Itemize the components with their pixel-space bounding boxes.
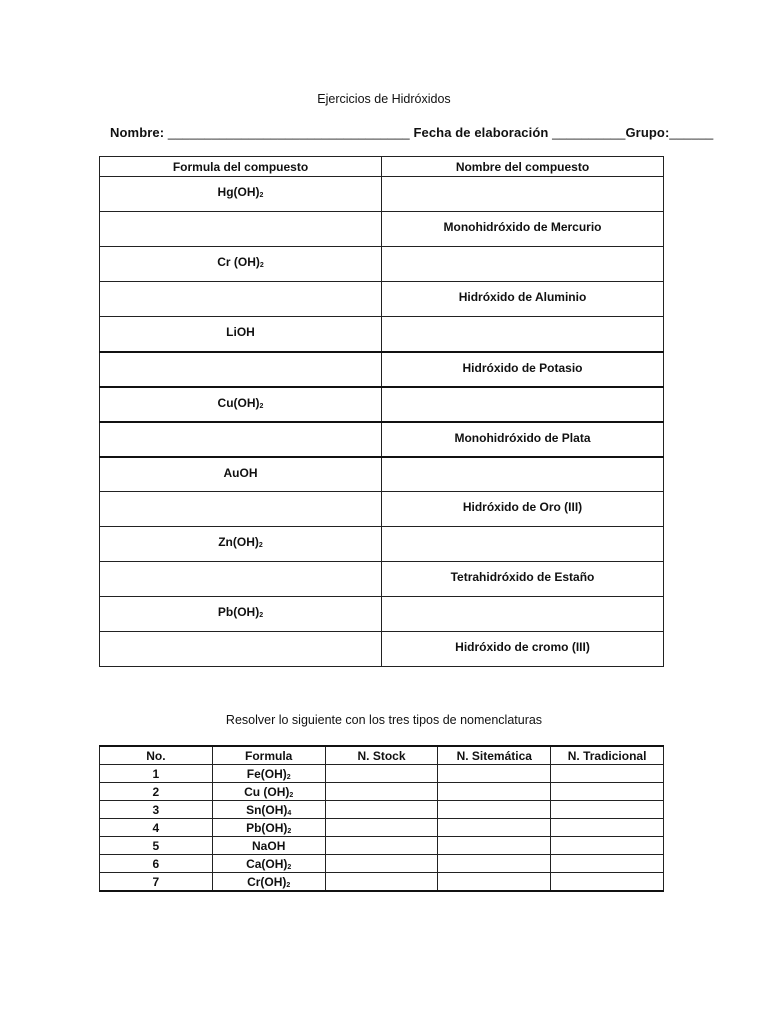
formula-cell[interactable] <box>100 282 382 317</box>
formula-subscript: 2 <box>259 262 264 269</box>
formula-subscript: 2 <box>259 402 264 410</box>
name-cell: Tetrahidróxido de Estaño <box>382 562 664 597</box>
formula-cell <box>212 837 325 855</box>
name-cell[interactable] <box>382 177 664 212</box>
formula-text: AuOH <box>223 465 258 480</box>
name-cell: Hidróxido de Oro (III) <box>382 492 664 527</box>
page-title: Ejercicios de Hidróxidos <box>317 92 451 106</box>
tradicional-cell[interactable] <box>551 765 664 783</box>
formula-cell <box>100 387 382 422</box>
table-row <box>100 492 664 527</box>
formula-subscript: 2 <box>286 881 291 889</box>
name-cell[interactable] <box>382 317 664 352</box>
table-row <box>100 597 664 632</box>
formula-cell <box>212 765 325 783</box>
table-row <box>100 177 664 212</box>
row-number-cell: 7 <box>100 873 213 892</box>
column-header-tradicional: N. Tradicional <box>551 746 664 765</box>
formula-text: Cr(OH) <box>247 874 287 889</box>
formula-subscript: 2 <box>287 863 292 871</box>
formula-cell <box>100 457 382 492</box>
tradicional-cell[interactable] <box>551 801 664 819</box>
sistematica-cell[interactable] <box>438 765 551 783</box>
table-row <box>100 765 664 783</box>
table-row <box>100 783 664 801</box>
stock-cell[interactable] <box>325 801 438 819</box>
column-header-sistematica: N. Sitemática <box>438 746 551 765</box>
formula-text: Pb(OH) <box>246 820 288 835</box>
row-number-cell: 4 <box>100 819 213 837</box>
fecha-label: Fecha de elaboración <box>413 125 549 140</box>
table-row <box>100 801 664 819</box>
table-row <box>100 457 664 492</box>
tradicional-cell[interactable] <box>551 873 664 892</box>
name-cell: Monohidróxido de Plata <box>382 422 664 457</box>
compound-table <box>99 156 664 667</box>
stock-cell[interactable] <box>325 819 438 837</box>
formula-text: Cr (OH) <box>217 255 260 269</box>
column-header-name: Nombre del compuesto <box>382 157 664 177</box>
formula-cell[interactable] <box>100 632 382 667</box>
row-number-cell: 1 <box>100 765 213 783</box>
name-cell[interactable] <box>382 387 664 422</box>
sistematica-cell[interactable] <box>438 873 551 892</box>
formula-cell[interactable] <box>100 422 382 457</box>
formula-subscript: 2 <box>286 773 291 781</box>
grupo-label: Grupo: <box>625 125 670 140</box>
nomenclature-table-header <box>100 746 664 765</box>
formula-subscript: 2 <box>259 612 264 619</box>
table-row <box>100 562 664 597</box>
formula-text: NaOH <box>252 838 286 853</box>
formula-cell <box>100 317 382 352</box>
nombre-label: Nombre: <box>110 125 165 140</box>
formula-text: Cu(OH) <box>217 395 260 410</box>
table-row <box>100 422 664 457</box>
formula-cell[interactable] <box>100 352 382 387</box>
table-row <box>100 247 664 282</box>
compound-table-header <box>100 157 664 177</box>
formula-text: Zn(OH) <box>218 535 259 549</box>
tradicional-cell[interactable] <box>551 837 664 855</box>
column-header-stock: N. Stock <box>325 746 438 765</box>
formula-text: Hg(OH) <box>217 185 260 199</box>
column-header-no: No. <box>100 746 213 765</box>
column-header-formula: Formula del compuesto <box>100 157 382 177</box>
formula-cell <box>212 801 325 819</box>
stock-cell[interactable] <box>325 855 438 873</box>
stock-cell[interactable] <box>325 873 438 892</box>
table-row <box>100 317 664 352</box>
formula-text: LiOH <box>226 325 255 339</box>
formula-cell[interactable] <box>100 492 382 527</box>
name-cell[interactable] <box>382 457 664 492</box>
formula-cell <box>100 527 382 562</box>
stock-cell[interactable] <box>325 765 438 783</box>
table-row <box>100 387 664 422</box>
formula-cell <box>100 597 382 632</box>
table-row <box>100 212 664 247</box>
formula-subscript: 2 <box>259 192 264 199</box>
formula-text: Pb(OH) <box>217 605 260 619</box>
sistematica-cell[interactable] <box>438 801 551 819</box>
formula-subscript: 2 <box>258 542 263 549</box>
nomenclature-table <box>99 745 664 892</box>
name-cell: Hidróxido de Aluminio <box>382 282 664 317</box>
sistematica-cell[interactable] <box>438 819 551 837</box>
section-subtitle: Resolver lo siguiente con los tres tipos de nomenclaturas <box>225 713 543 727</box>
fecha-field[interactable]: __________ <box>552 125 626 140</box>
row-number-cell: 5 <box>100 837 213 855</box>
name-cell[interactable] <box>382 247 664 282</box>
formula-subscript: 2 <box>287 827 292 835</box>
table-row <box>100 352 664 387</box>
formula-cell <box>212 819 325 837</box>
formula-text: Ca(OH) <box>246 856 288 871</box>
formula-subscript: 2 <box>289 791 294 799</box>
sistematica-cell[interactable] <box>438 855 551 873</box>
formula-cell[interactable] <box>100 562 382 597</box>
tradicional-cell[interactable] <box>551 783 664 801</box>
formula-cell <box>212 873 325 892</box>
column-header-formula: Formula <box>212 746 325 765</box>
tradicional-cell[interactable] <box>551 819 664 837</box>
formula-cell <box>212 783 325 801</box>
sistematica-cell[interactable] <box>438 837 551 855</box>
tradicional-cell[interactable] <box>551 855 664 873</box>
table-row <box>100 819 664 837</box>
nombre-field[interactable]: _________________________________ <box>167 125 410 140</box>
table-row <box>100 837 664 855</box>
formula-text: Sn(OH) <box>246 802 288 817</box>
table-row <box>100 527 664 562</box>
name-cell: Monohidróxido de Mercurio <box>382 212 664 247</box>
header-line <box>110 125 713 140</box>
formula-cell <box>212 855 325 873</box>
row-number-cell: 6 <box>100 855 213 873</box>
stock-cell[interactable] <box>325 837 438 855</box>
sistematica-cell[interactable] <box>438 783 551 801</box>
stock-cell[interactable] <box>325 783 438 801</box>
table-row <box>100 632 664 667</box>
formula-text: Cu (OH) <box>244 784 290 799</box>
grupo-field[interactable]: ______ <box>669 125 714 140</box>
formula-cell <box>100 247 382 282</box>
table-row <box>100 873 664 892</box>
name-cell[interactable] <box>382 527 664 562</box>
name-cell: Hidróxido de cromo (III) <box>382 632 664 667</box>
formula-text: Fe(OH) <box>246 766 287 781</box>
name-cell[interactable] <box>382 597 664 632</box>
table-row <box>100 855 664 873</box>
formula-cell <box>100 177 382 212</box>
row-number-cell: 3 <box>100 801 213 819</box>
name-cell: Hidróxido de Potasio <box>382 352 664 387</box>
formula-subscript: 4 <box>287 809 292 817</box>
formula-cell[interactable] <box>100 212 382 247</box>
table-row <box>100 282 664 317</box>
row-number-cell: 2 <box>100 783 213 801</box>
